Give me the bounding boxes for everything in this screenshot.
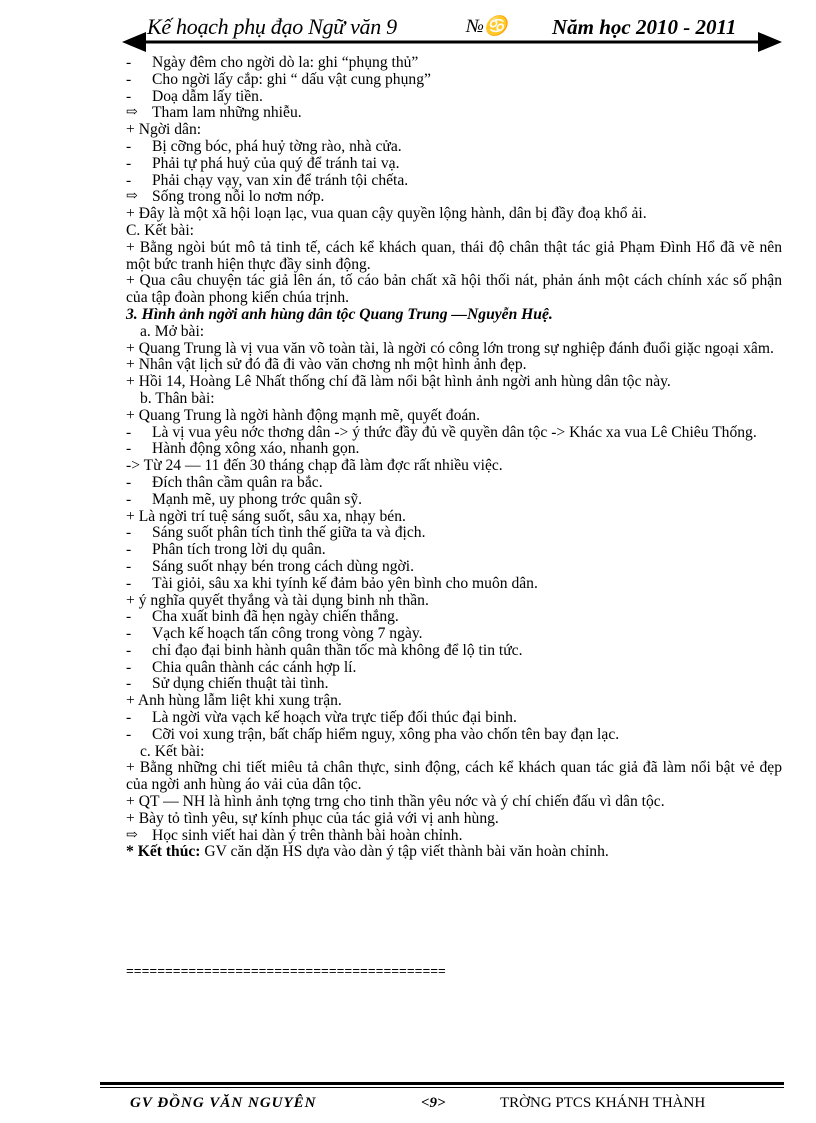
dash-marker: - <box>126 171 132 189</box>
line-text: Mạnh mẽ, uy phong trớc quân sỹ. <box>152 490 363 508</box>
line-text: Là vị vua yêu nớc thơng dân -> ý thức đầy đủ về quyền dân tộc -> Khác xa vua Lê Chiêu Thống. <box>152 423 757 441</box>
page-footer <box>0 1095 816 1119</box>
arrow-conclusion <box>126 105 782 122</box>
text-line: + Bày tỏ tình yêu, sự kính phục của tác giả với vị anh hùng. <box>126 809 499 827</box>
line-text: Học sinh viết hai dàn ý trên thành bài hoàn chỉnh. <box>152 826 463 844</box>
footer-rule-thick <box>100 1082 784 1085</box>
line-text: Cỡi voi xung trận, bất chấp hiểm nguy, xông pha vào chốn tên bay đạn lạc. <box>152 725 620 743</box>
bullet-item <box>126 525 782 542</box>
text-line: -> Từ 24 — 11 đến 30 tháng chạp đã làm đợc rất nhiều việc. <box>126 457 503 475</box>
bullet-item <box>126 676 782 693</box>
dash-marker: - <box>126 87 132 105</box>
bullet-item <box>126 492 782 509</box>
bullet-item <box>126 710 782 727</box>
arrow-icon: ⇨ <box>126 827 138 843</box>
document-body <box>126 55 782 861</box>
bullet-item <box>126 727 782 744</box>
dash-marker: - <box>126 154 132 172</box>
dash-marker: - <box>126 70 132 88</box>
text-line: + Ngời dân: <box>126 121 202 139</box>
dash-marker: - <box>126 440 132 458</box>
line-text: Phải chạy vạy, van xin để tránh tội chếta. <box>152 171 409 189</box>
text-line: + Đây là một xã hội loạn lạc, vua quan cậy quyền lộng hành, dân bị đầy đoạ khổ ải. <box>126 205 647 223</box>
bullet-item <box>126 425 782 442</box>
text-line: + Qua câu chuyện tác giả lên án, tố cáo bản chất xã hội thối nát, phản ánh một cách chính xác số phận của tập đoàn phong kiến chúa trịnh. <box>126 272 782 307</box>
bullet-item <box>126 55 782 72</box>
bullet-item <box>126 660 782 677</box>
dash-marker: - <box>126 641 132 659</box>
text-line: + Bằng những chi tiết miêu tả chân thực, sinh động, cách kể khách quan tác giả đã làm nổi bật vẻ đẹp của ngời anh hùng áo vải của dân tộc. <box>126 759 782 794</box>
section-heading: 3. Hình ảnh ngời anh hùng dân tộc Quang Trung —Nguyễn Huệ. <box>126 305 553 323</box>
text-line: + Là ngời trí tuệ sáng suốt, sâu xa, nhạy bén. <box>126 507 406 525</box>
text-line: + Hồi 14, Hoàng Lê Nhất thống chí đã làm nổi bật hình ảnh ngời anh hùng dân tộc này. <box>126 373 671 391</box>
dash-marker: - <box>126 557 132 575</box>
subsection-label: c. Kết bài: <box>140 742 205 760</box>
arrow-conclusion <box>126 189 782 206</box>
dash-marker: - <box>126 675 132 693</box>
subsection-label: b. Thân bài: <box>140 389 215 407</box>
section-divider: ========================================= <box>126 964 446 979</box>
footer-school: TRỜNG PTCS KHÁNH THÀNH <box>500 1095 706 1111</box>
line-text: Cha xuất binh đã hẹn ngày chiến thắng. <box>152 608 399 626</box>
text-line: + Nhân vật lịch sử đó đã đi vào văn chơng nh một hình ảnh đẹp. <box>126 356 527 374</box>
footer-page-number: <9> <box>421 1095 446 1111</box>
bullet-item <box>126 441 782 458</box>
text-line: + Bằng ngòi bút mô tả tinh tế, cách kể khách quan, thái độ chân thật tác giả Phạm Đình Hổ đã vẽ nên một bức tranh hiện thực đầy sinh động. <box>126 238 782 273</box>
bullet-item <box>126 475 782 492</box>
bullet-item <box>126 89 782 106</box>
line-text: Phải tự phá huỷ của quý để tránh tai vạ. <box>152 154 400 172</box>
closing-line <box>126 844 782 861</box>
footer-rule-thin <box>100 1087 784 1088</box>
line-text: Tham lam những nhiễu. <box>152 104 302 122</box>
line-text: Ngày đêm cho ngời dò la: ghi “phụng thủ” <box>152 54 419 71</box>
bullet-item <box>126 626 782 643</box>
line-text: Sáng suốt phân tích tình thế giữa ta và địch. <box>152 524 426 542</box>
line-text: Là ngời vừa vạch kế hoạch vừa trực tiếp đối thúc đại binh. <box>152 709 517 727</box>
dash-marker: - <box>126 574 132 592</box>
line-text: Sống trong nỗi lo nơm nớp. <box>152 188 325 206</box>
line-text: GV căn dặn HS dựa vào dàn ý tập viết thành bài văn hoàn chỉnh. <box>200 843 609 861</box>
arrow-conclusion <box>126 828 782 845</box>
dash-marker: - <box>126 423 132 441</box>
line-text: Đích thân cầm quân ra bắc. <box>152 473 323 491</box>
line-text: Chia quân thành các cánh hợp lí. <box>152 658 357 676</box>
bullet-item <box>126 559 782 576</box>
bullet-item <box>126 542 782 559</box>
line-text: Sáng suốt nhạy bén trong cách dùng ngời. <box>152 557 415 575</box>
dash-marker: - <box>126 725 132 743</box>
bullet-item <box>126 173 782 190</box>
header-arrow-left <box>122 32 146 52</box>
line-text: Hành động xông xáo, nhanh gọn. <box>152 440 360 458</box>
line-text: Tài giỏi, sâu xa khi tyính kế đảm bảo yên bình cho muôn dân. <box>152 574 538 592</box>
bullet-item <box>126 156 782 173</box>
bullet-item <box>126 139 782 156</box>
line-text: Cho ngời lấy cắp: ghi “ dấu vật cung phụng” <box>152 70 431 88</box>
dash-marker: - <box>126 137 132 155</box>
text-line: + Anh hùng lẫm liệt khi xung trận. <box>126 692 342 710</box>
closing-label: * Kết thúc: <box>126 843 201 861</box>
text-line: + ý nghĩa quyết thyắng và tài dụng binh nh thần. <box>126 591 429 609</box>
line-text: Phân tích trong lời dụ quân. <box>152 541 326 559</box>
text-line: + QT — NH là hình ảnh tợng trng cho tinh thần yêu nớc và ý chí chiến đấu vì dân tộc. <box>126 793 665 811</box>
dash-marker: - <box>126 524 132 542</box>
bullet-item <box>126 576 782 593</box>
dash-marker: - <box>126 490 132 508</box>
text-line: + Quang Trung là ngời hành động mạnh mẽ, quyết đoán. <box>126 406 481 424</box>
bullet-item <box>126 609 782 626</box>
line-text: Bị cỡng bóc, phá huỷ tờng rào, nhà cửa. <box>152 137 402 155</box>
subsection-label: a. Mở bài: <box>140 322 205 340</box>
header-ornament: №♋ <box>466 16 508 37</box>
text-line: + Quang Trung là vị vua văn võ toàn tài, là ngời có công lớn trong sự nghiệp đánh đuổi giặc ngoại xâm. <box>126 339 774 357</box>
dash-marker: - <box>126 473 132 491</box>
line-text: chỉ đạo đại binh hành quân thần tốc mà không để lộ tin tức. <box>152 641 523 659</box>
line-text: Vạch kế hoạch tấn công trong vòng 7 ngày. <box>152 625 423 643</box>
line-text: Doạ dẫm lấy tiền. <box>152 87 263 105</box>
footer-teacher: GV ĐỒNG VĂN NGUYÊN <box>130 1095 317 1111</box>
dash-marker: - <box>126 658 132 676</box>
dash-marker: - <box>126 625 132 643</box>
header-school-year: Năm học 2010 - 2011 <box>552 15 737 39</box>
arrow-icon: ⇨ <box>126 189 138 205</box>
header-arrow-right <box>758 32 782 52</box>
header-title-left: Kế hoạch phụ đạo Ngữ văn 9 <box>147 14 397 39</box>
bullet-item <box>126 72 782 89</box>
arrow-icon: ⇨ <box>126 105 138 121</box>
bullet-item <box>126 643 782 660</box>
dash-marker: - <box>126 608 132 626</box>
line-text: Sử dụng chiến thuật tài tình. <box>152 675 329 693</box>
dash-marker: - <box>126 709 132 727</box>
text-line: C. Kết bài: <box>126 221 194 239</box>
dash-marker: - <box>126 54 132 71</box>
dash-marker: - <box>126 541 132 559</box>
